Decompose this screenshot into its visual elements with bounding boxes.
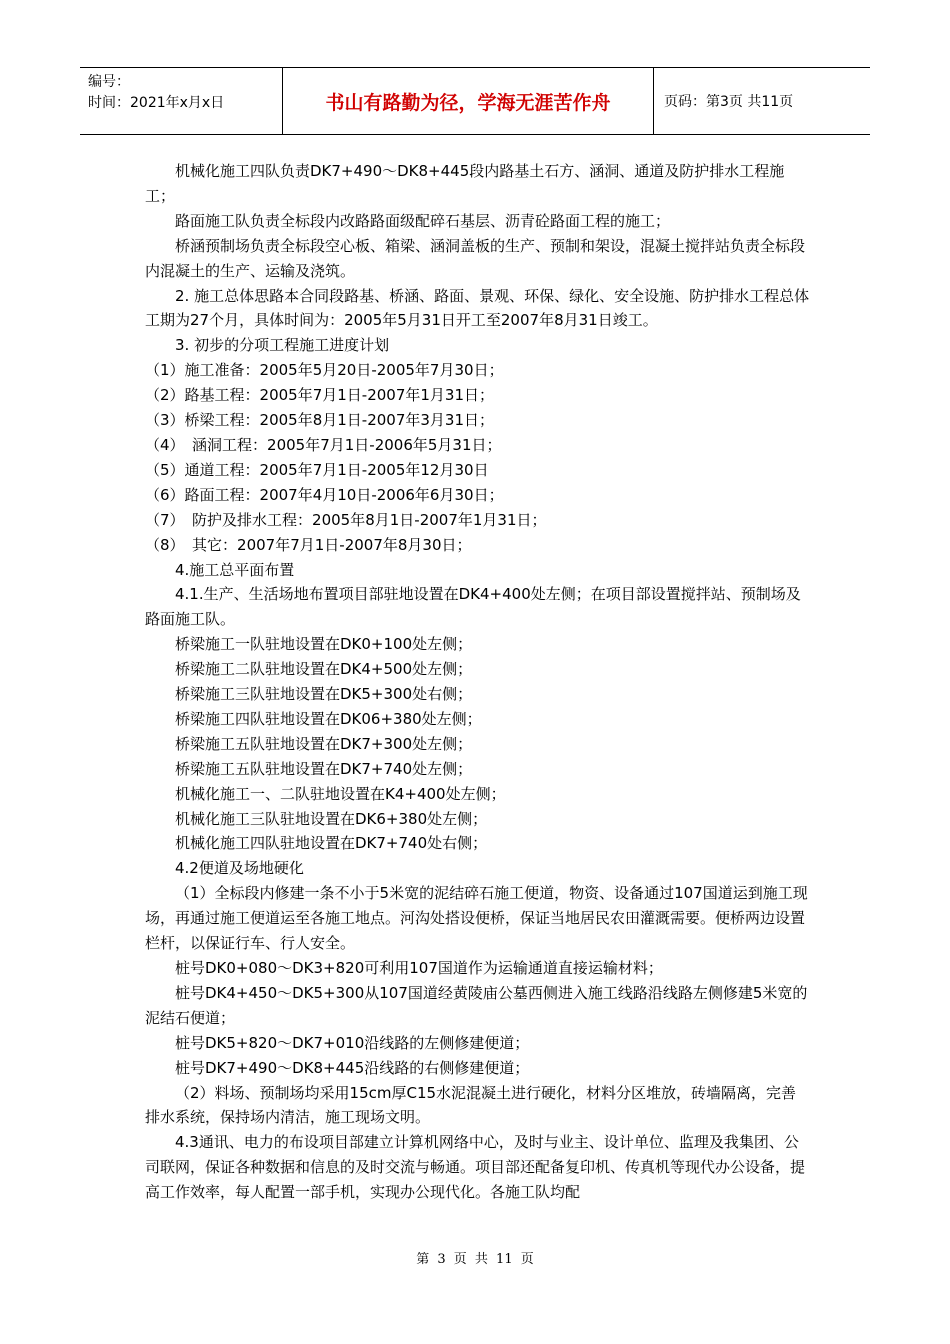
body-paragraph: （2）路基工程：2005年7月1日-2007年1月31日； (145, 386, 495, 405)
body-paragraph: 机械化施工三队驻地设置在DK6+380处左侧； (175, 809, 488, 828)
page-footer: 第 3 页 共 11 页 (416, 1252, 534, 1267)
body-paragraph: 桥梁施工一队驻地设置在DK0+100处左侧； (175, 635, 473, 654)
body-paragraph: （4） 涵洞工程：2005年7月1日-2006年5月31日； (145, 435, 502, 454)
body-paragraph: 路面施工队负责全标段内改路路面级配碎石基层、沥青砼路面工程的施工； (175, 211, 671, 230)
body-paragraph: 机械化施工四队驻地设置在DK7+740处右侧； (175, 834, 488, 853)
body-paragraph: 桩号DK4+450～DK5+300从107国道经黄陵庙公墓西侧进入施工线路沿线路左侧修建5米宽的泥结石便道； (145, 983, 808, 1027)
header-meta (80, 68, 282, 134)
body-paragraph: （3）桥梁工程：2005年8月1日-2007年3月31日； (145, 411, 495, 430)
body-paragraph: （2）料场、预制场均采用15cm厚C15水泥混凝土进行硬化，材料分区堆放，砖墙隔离，完善排水系统，保持场内清洁，施工现场文明。 (145, 1083, 797, 1127)
body-paragraph: 4.施工总平面布置 (175, 560, 295, 579)
body-paragraph: （1）施工准备：2005年5月20日-2005年7月30日； (145, 361, 504, 380)
page-header (80, 67, 870, 135)
body-paragraph: （8） 其它：2007年7月1日-2007年8月30日； (145, 535, 472, 554)
body-paragraph: 桩号DK0+080～DK3+820可利用107国道作为运输通道直接运输材料； (175, 959, 663, 977)
body-paragraph: 桩号DK7+490～DK8+445沿线路的右侧修建便道； (175, 1058, 530, 1077)
body-paragraph: 桥梁施工五队驻地设置在DK7+740处左侧； (175, 759, 473, 778)
body-paragraph: 2. 施工总体思路本合同段路基、桥涵、路面、景观、环保、绿化、安全设施、防护排水工程总体工期为27个月，具体时间为：2005年5月31日开工至2007年8月31日竣工。 (145, 286, 810, 330)
header-motto: 书山有路勤为径，学海无涯苦作舟 (282, 68, 654, 134)
body-paragraph: 4.2便道及场地硬化 (175, 859, 304, 878)
body-paragraph: 桥梁施工五队驻地设置在DK7+300处左侧； (175, 734, 473, 753)
body-paragraph: 机械化施工一、二队驻地设置在K4+400处左侧； (175, 784, 506, 803)
body-paragraph: 桥梁施工二队驻地设置在DK4+500处左侧； (175, 660, 473, 679)
document-body (145, 159, 810, 1205)
body-paragraph: 桥梁施工三队驻地设置在DK5+300处右侧； (175, 685, 473, 704)
body-paragraph: 4.1.生产、生活场地布置项目部驻地设置在DK4+400处左侧；在项目部设置搅拌站、预制场及路面施工队。 (145, 585, 801, 629)
body-paragraph: 机械化施工四队负责DK7+490～DK8+445段内路基土石方、涵洞、通道及防护排水工程施工； (145, 162, 785, 205)
header-page-info: 页码：第3页 共11页 (664, 94, 794, 110)
body-paragraph: （6）路面工程：2007年4月10日-2006年6月30日； (145, 485, 504, 504)
body-paragraph: （1）全标段内修建一条不小于5米宽的泥结碎石施工便道，物资、设备通过107国道运到施工现场，再通过施工便道运至各施工地点。河沟处搭设便桥，保证当地居民农田灌溉需要。便桥两边设置栏杆，以保证行车、行人安全。 (145, 884, 808, 953)
body-paragraph: 桩号DK5+820～DK7+010沿线路的左侧修建便道； (175, 1033, 530, 1052)
body-paragraph: 桥涵预制场负责全标段空心板、箱梁、涵洞盖板的生产、预制和架设，混凝土搅拌站负责全标段内混凝土的生产、运输及浇筑。 (145, 236, 806, 280)
document-number: 编号： (88, 74, 130, 90)
body-paragraph: 4.3通讯、电力的布设项目部建立计算机网络中心，及时与业主、设计单位、监理及我集团、公司联网，保证各种数据和信息的及时交流与畅通。项目部还配备复印机、传真机等现代办公设备，提高工作效率，每人配置一部手机，实现办公现代化。各施工队均配 (145, 1133, 806, 1202)
body-paragraph: （5）通道工程：2005年7月1日-2005年12月30日 (145, 460, 489, 479)
body-paragraph: 3. 初步的分项工程施工进度计划 (175, 336, 390, 355)
document-date: 时间：2021年x月x日 (88, 95, 225, 111)
body-paragraph: （7） 防护及排水工程：2005年8月1日-2007年1月31日； (145, 510, 547, 529)
body-paragraph: 桥梁施工四队驻地设置在DK06+380处左侧； (175, 709, 482, 728)
